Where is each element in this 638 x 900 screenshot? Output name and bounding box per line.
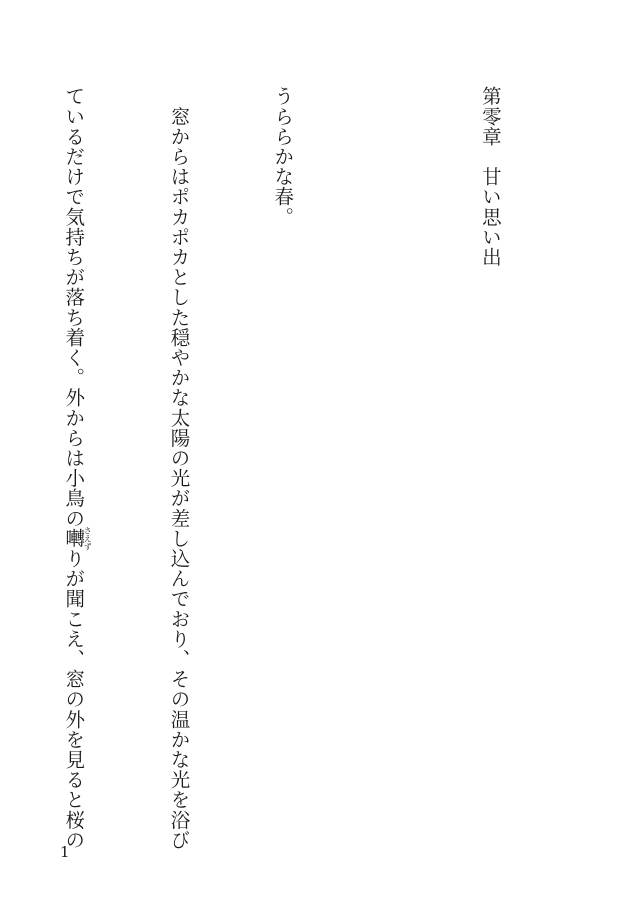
page-number: 1 <box>60 843 70 861</box>
text-line-3 <box>56 86 93 850</box>
text-line-3-end: りが聞こえ、窓の外を見ると桜の <box>62 548 86 850</box>
furigana-word <box>62 526 93 551</box>
blank-line <box>368 86 403 826</box>
chapter-title: 第零章 甘い思い出 <box>478 86 502 267</box>
vertical-text-block <box>62 86 576 850</box>
text-line-3-start: ているだけで気持ちが落ち着く。外からは小鳥の <box>62 86 86 529</box>
text-line-1: うららかな春。 <box>271 86 295 227</box>
furigana-reading: さえず <box>83 526 93 551</box>
text-line-2: 窓からはポカポカとした穏やかな太陽の光が差し込んでおり、その温かな光を浴び <box>167 86 191 850</box>
furigana-base: 囀 <box>62 526 86 551</box>
